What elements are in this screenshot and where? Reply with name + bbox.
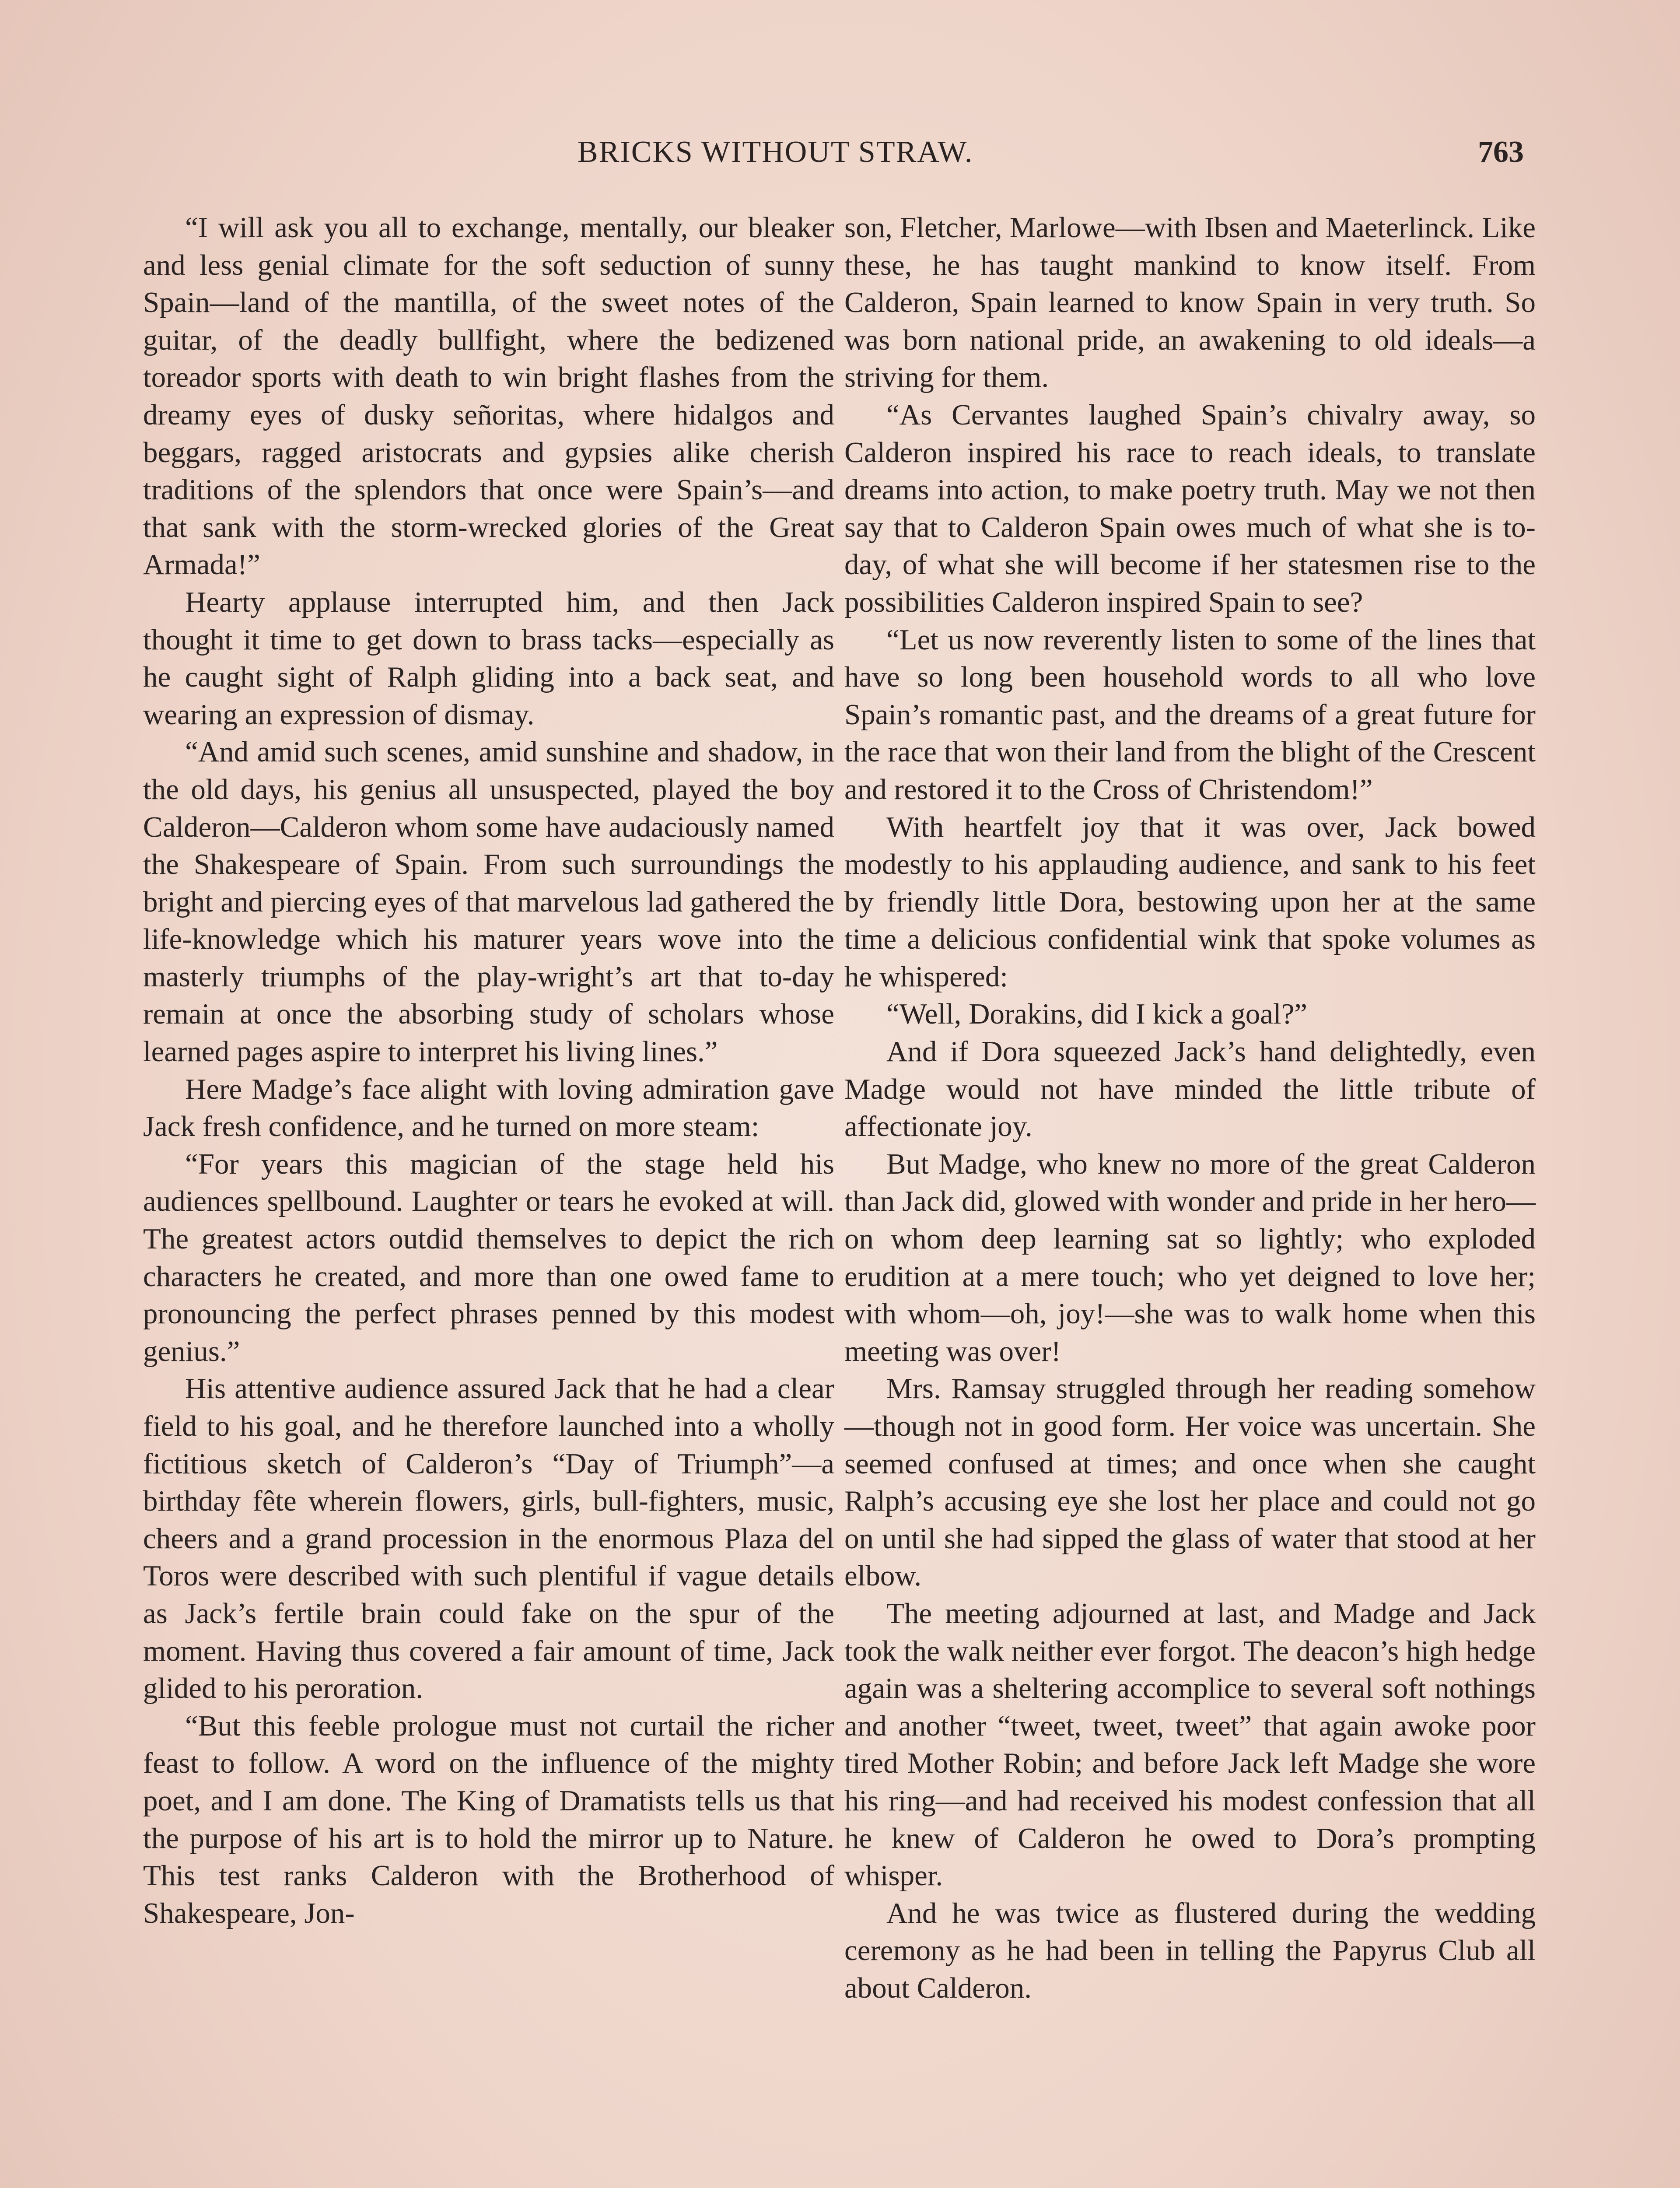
paragraph: “I will ask you all to exchange, mentally, our bleaker and less genial climate for the soft seduction of sunny Spain—land of the mantilla, of the sweet notes of the guitar, of the deadly bullfight, where the bedizened toreador sports with death to win bright flashes from the dreamy eyes of dusky señoritas, where hidalgos and beggars, ragged aristocrats and gypsies alike cherish traditions of the splendors that once were Spain’s—and that sank with the storm-wrecked glories of the Great Armada!” <box>143 211 834 581</box>
paragraph: And if Dora squeezed Jack’s hand delightedly, even Madge would not have minded the little tribute of affectionate joy. <box>844 1035 1536 1143</box>
paragraph: son, Fletcher, Marlowe—with Ibsen and Maeterlinck. Like these, he has taught mankind to know itself. From Calderon, Spain learned to know Spain in very truth. So was born national pride, an awakening to old ideals—a striving for them. <box>844 211 1536 394</box>
paragraph: And he was twice as flustered during the wedding ceremony as he had been in telling the Papyrus Club all about Calderon. <box>844 1897 1536 2004</box>
running-title: BRICKS WITHOUT STRAW. <box>578 135 973 169</box>
paragraph: But Madge, who knew no more of the great Calderon than Jack did, glowed with wonder and pride in her hero—on whom deep learning sat so lightly; who exploded erudition at a mere touch; who yet deigned to love her; with whom—oh, joy!—she was to walk home when this meeting was over! <box>844 1147 1536 1368</box>
paragraph: “And amid such scenes, amid sunshine and shadow, in the old days, his genius all unsuspected, played the boy Calderon—Calderon whom some have audaciously named the Shakespeare of Spain. From such surroundings the bright and piercing eyes of that marvelous lad gathered the life-knowledge which his maturer years wove into the masterly triumphs of the play-wright’s art that to-day remain at once the absorbing study of scholars whose learned pages aspire to interpret his living lines.” <box>143 736 834 1068</box>
text-column-right <box>844 209 1536 2007</box>
paragraph: “As Cervantes laughed Spain’s chivalry away, so Calderon inspired his race to reach ideals, to translate dreams into action, to make poetry truth. May we not then say that to Calderon Spain owes much of what she is to-day, of what she will become if her statesmen rise to the possibilities Calderon inspired Spain to see? <box>844 398 1536 618</box>
text-column-left <box>143 209 834 1932</box>
paragraph: Mrs. Ramsay struggled through her reading somehow—though not in good form. Her voice was uncertain. She seemed confused at times; and once when she caught Ralph’s accusing eye she lost her place and could not go on until she had sipped the glass of water that stood at her elbow. <box>844 1372 1536 1592</box>
page-number: 763 <box>1478 135 1524 169</box>
paragraph: Here Madge’s face alight with loving admiration gave Jack fresh confidence, and he turned on more steam: <box>143 1073 834 1143</box>
paragraph: The meeting adjourned at last, and Madge and Jack took the walk neither ever forgot. The deacon’s high hedge again was a sheltering accomplice to several soft nothings and another “tweet, tweet, tweet” that again awoke poor tired Mother Robin; and before Jack left Madge she wore his ring—and had received his modest confession that all he knew of Calderon he owed to Dora’s prompting whisper. <box>844 1597 1536 1892</box>
paragraph: “Let us now reverently listen to some of the lines that have so long been household words to all who love Spain’s romantic past, and the dreams of a great future for the race that won their land from the blight of the Crescent and restored it to the Cross of Christendom!” <box>844 623 1536 806</box>
paragraph: “But this feeble prologue must not curtail the richer feast to follow. A word on the influence of the mighty poet, and I am done. The King of Dramatists tells us that the purpose of his art is to hold the mirror up to Nature. This test ranks Calderon with the Brotherhood of Shakespeare, Jon- <box>143 1709 834 1929</box>
paragraph: With heartfelt joy that it was over, Jack bowed modestly to his applauding audience, and sank to his feet by friendly little Dora, bestowing upon her at the same time a delicious confidential wink that spoke volumes as he whispered: <box>844 810 1536 993</box>
paragraph: “For years this magician of the stage held his audiences spellbound. Laughter or tears he evoked at will. The greatest actors outdid themselves to depict the rich characters he created, and more than one owed fame to pronouncing the perfect phrases penned by this modest genius.” <box>143 1147 834 1368</box>
paragraph: Hearty applause interrupted him, and then Jack thought it time to get down to brass tacks—especially as he caught sight of Ralph gliding into a back seat, and wearing an expression of dismay. <box>143 586 834 731</box>
paragraph: “Well, Dorakins, did I kick a goal?” <box>886 998 1308 1031</box>
page-header <box>0 135 1680 183</box>
paragraph: His attentive audience assured Jack that he had a clear field to his goal, and he therefore launched into a wholly fictitious sketch of Calderon’s “Day of Triumph”—a birthday fête wherein flowers, girls, bull-fighters, music, cheers and a grand procession in the enormous Plaza del Toros were described with such plentiful if vague details as Jack’s fertile brain could fake on the spur of the moment. Having thus covered a fair amount of time, Jack glided to his peroration. <box>143 1372 834 1705</box>
